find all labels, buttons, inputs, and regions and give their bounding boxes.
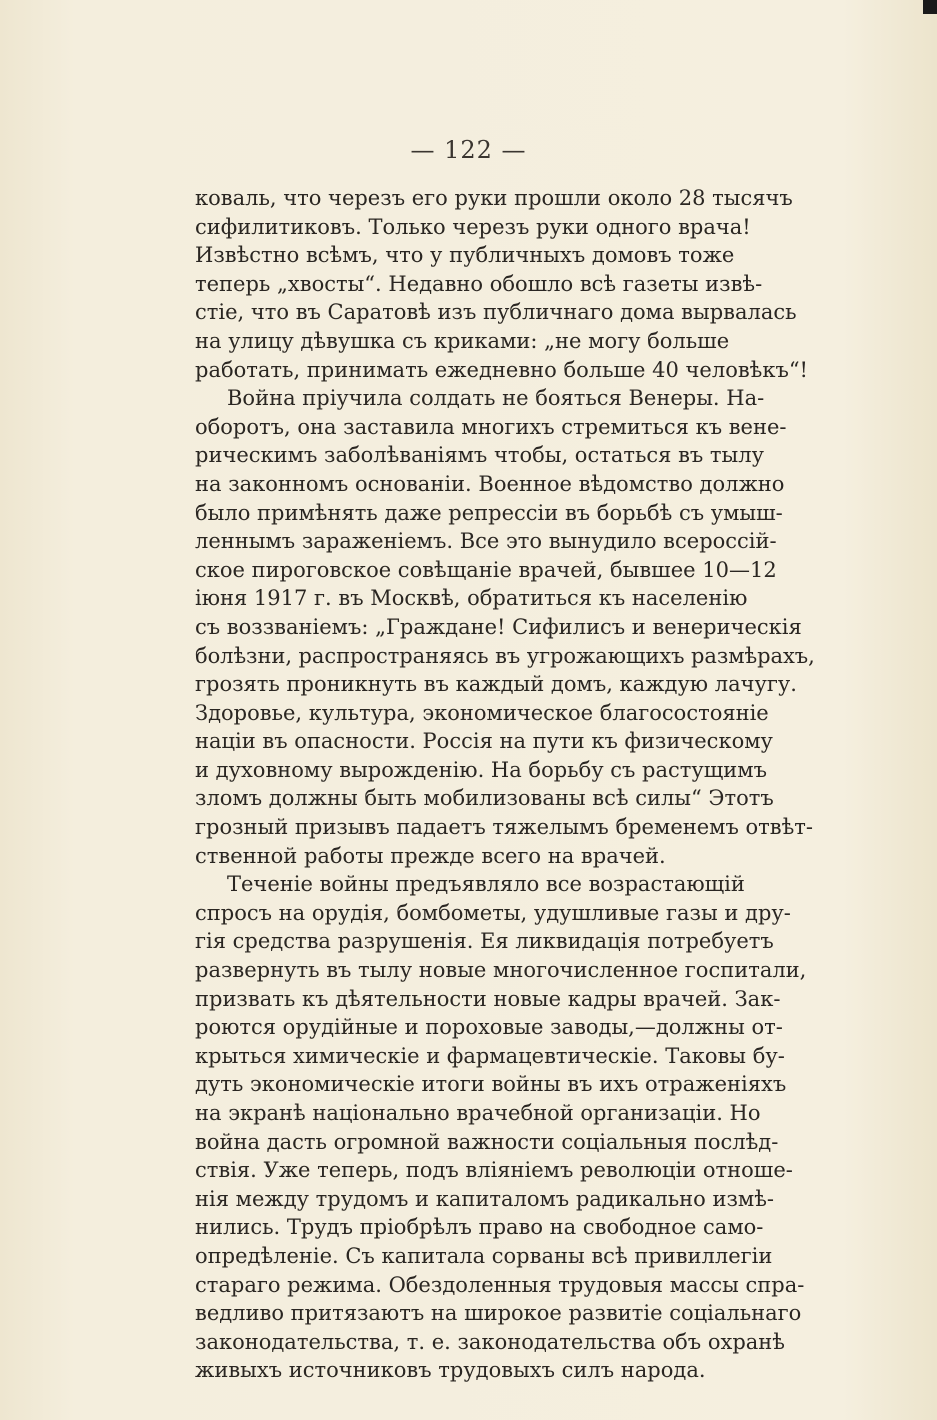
text-line: Извѣстно всѣмъ, что у публичныхъ домовъ тоже	[195, 243, 735, 268]
text-line: крыться химическіе и фармацевтическіе. Таковы бу-	[195, 1043, 785, 1068]
text-line: рическимъ заболѣваніямъ чтобы, остаться въ тылу	[195, 443, 764, 468]
text-line: леннымъ зараженіемъ. Все это вынудило всероссій-	[195, 529, 777, 554]
text-line: живыхъ источниковъ трудовыхъ силъ народа.	[195, 1358, 706, 1383]
text-line: грозный призывъ падаетъ тяжелымъ бременемъ отвѣт-	[195, 815, 814, 840]
text-line: стараго режима. Обездоленныя трудовыя массы спра-	[195, 1272, 805, 1297]
text-line: работать, принимать ежедневно больше 40 человѣкъ“!	[195, 357, 808, 382]
text-line: націи въ опасности. Россія на пути къ физическому	[195, 729, 773, 754]
text-line: гія средства разрушенія. Ея ликвидація потребуетъ	[195, 929, 774, 954]
body-text	[195, 184, 815, 1385]
text-line: на улицу дѣвушка съ криками: „не могу больше	[195, 328, 730, 353]
page-number: — 122 —	[410, 136, 527, 164]
text-line: ведливо притязаютъ на широкое развитіе соціальнаго	[195, 1301, 802, 1326]
text-line: развернуть въ тылу новые многочисленное госпитали,	[195, 958, 807, 983]
text-line: война дасть огромной важности соціальныя послѣд-	[195, 1129, 779, 1154]
text-line: стіе, что въ Саратовѣ изъ публичнаго дома вырвалась	[195, 300, 797, 325]
text-line: было примѣнять даже репрессіи въ борьбѣ съ умыш-	[195, 500, 783, 525]
text-line: сифилитиковъ. Только черезъ руки одного врача!	[195, 214, 751, 239]
text-line: роются орудійные и пороховые заводы,—должны от-	[195, 1015, 783, 1040]
text-line: ственной работы прежде всего на врачей.	[195, 843, 666, 868]
text-line: теперь „хвосты“. Недавно обошло всѣ газеты извѣ-	[195, 271, 763, 296]
text-line: коваль, что черезъ его руки прошли около 28 тысячъ	[195, 186, 793, 210]
text-line: нія между трудомъ и капиталомъ радикально измѣ-	[195, 1186, 775, 1211]
text-line: грозять проникнуть въ каждый домъ, каждую лачугу.	[195, 672, 797, 697]
text-line: законодательства, т. е. законодательства объ охранѣ	[195, 1329, 785, 1354]
text-line: на экранѣ національно врачебной организаціи. Но	[195, 1101, 761, 1125]
text-line: оборотъ, она заставила многихъ стремиться къ вене-	[195, 414, 787, 439]
text-line: опредѣленіе. Съ капитала сорваны всѣ привиллегіи	[195, 1243, 773, 1268]
text-line: призвать къ дѣятельности новые кадры врачей. Зак-	[195, 986, 781, 1011]
text-line: и духовному вырожденію. На борьбу съ растущимъ	[195, 757, 767, 782]
text-line: Здоровье, культура, экономическое благосостояніе	[195, 700, 769, 725]
text-line: зломъ должны быть мобилизованы всѣ силы“ Этотъ	[195, 786, 774, 811]
scan-corner-mark	[923, 0, 937, 14]
text-line: съ воззваніемъ: „Граждане! Сифилисъ и венерическія	[195, 614, 802, 639]
text-line: на законномъ основаніи. Военное вѣдомство должно	[195, 471, 785, 496]
text-line: болѣзни, распространяясь въ угрожающихъ размѣрахъ,	[195, 643, 815, 668]
text-line: ствія. Уже теперь, подъ вліяніемъ революціи отноше-	[195, 1158, 793, 1183]
text-line: іюня 1917 г. въ Москвѣ, обратиться къ населенію	[195, 586, 748, 611]
text-line: спросъ на орудія, бомбометы, удушливые газы и дру-	[195, 900, 791, 925]
text-line: нились. Трудъ пріобрѣлъ право на свободное само-	[195, 1215, 764, 1240]
text-line: дуть экономическіе итоги войны въ ихъ отраженіяхъ	[195, 1072, 787, 1097]
text-line: Война пріучила солдать не бояться Венеры. На-	[227, 386, 765, 411]
text-line: Теченіе войны предъявляло все возрастающій	[227, 872, 745, 897]
text-line: ское пироговское совѣщаніе врачей, бывшее 10—12	[195, 557, 777, 582]
